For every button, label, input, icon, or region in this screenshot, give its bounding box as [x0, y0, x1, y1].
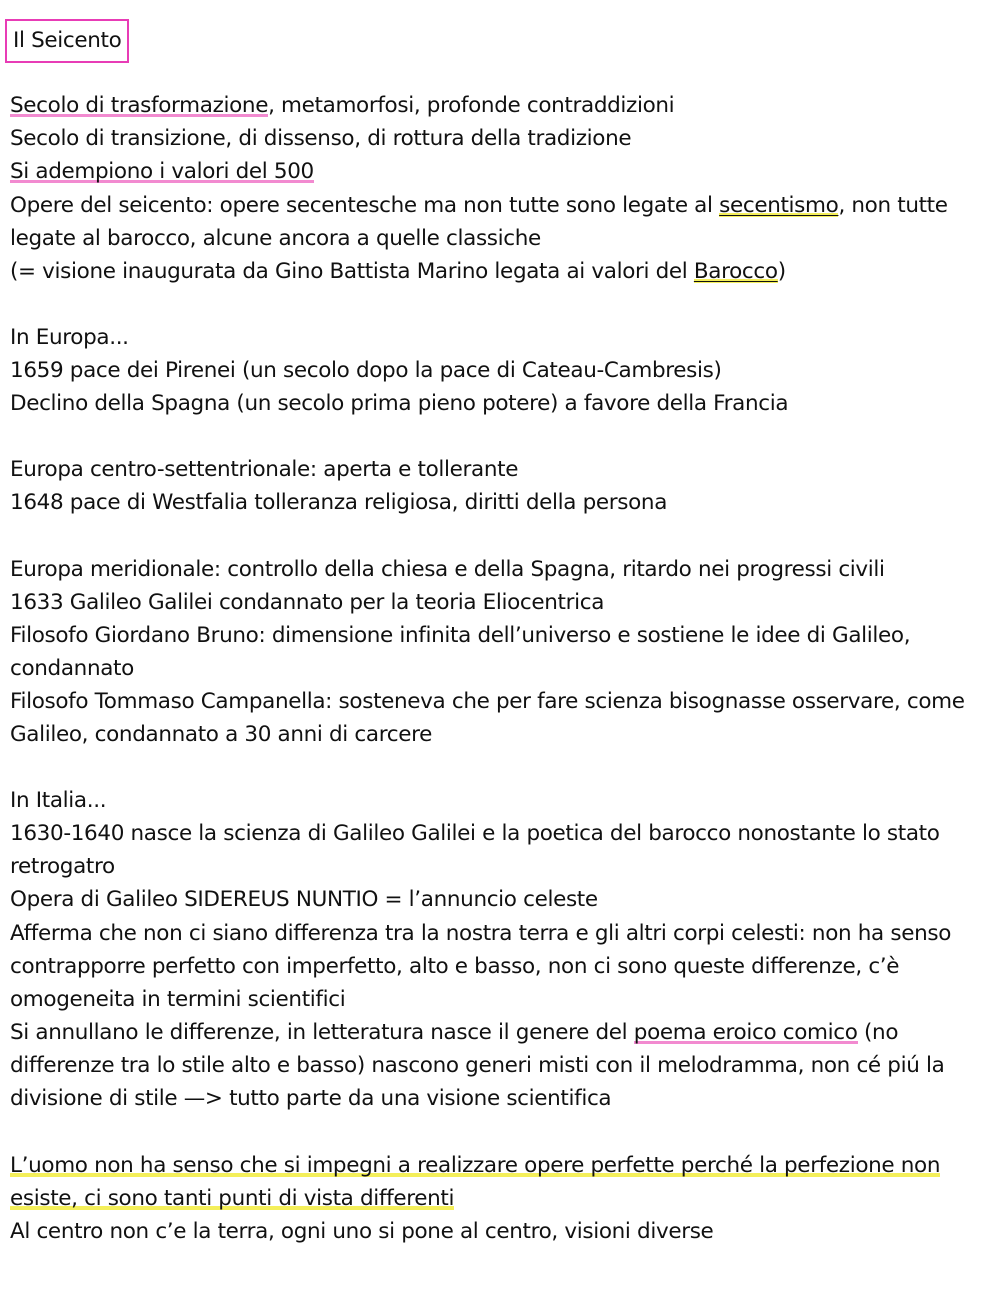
intro-line-1	[10, 89, 674, 122]
meridionale-line-5: Filosofo Tommaso Campanella: sosteneva che per fare scienza bisognasse osservare, come	[10, 689, 965, 714]
highlight-poema-eroico-comico: poema eroico comico	[633, 1020, 858, 1045]
meridionale-line-3: Filosofo Giordano Bruno: dimensione infinita dell’universo e sostiene le idee di Galileo,	[10, 623, 911, 648]
intro-line-2: Secolo di transizione, di dissenso, di rottura della tradizione	[10, 126, 632, 151]
italia-line-1: 1630-1640 nasce la scienza di Galileo Galilei e la poetica del barocco nonostante lo stato	[10, 821, 940, 846]
intro-line-6	[10, 255, 786, 288]
europa-heading: In Europa...	[10, 325, 129, 350]
highlight-perfezione-1: L’uomo non ha senso che si impegni a realizzare opere perfette perché la perfezione non	[10, 1153, 941, 1178]
finale-line-1	[10, 1149, 940, 1182]
meridionale-line-1: Europa meridionale: controllo della chiesa e della Spagna, ritardo nei progressi civili	[10, 557, 885, 582]
intro-line-6-end: )	[777, 259, 786, 284]
italia-line-4: Afferma che non ci siano differenza tra la nostra terra e gli altri corpi celesti: non ha senso	[10, 921, 952, 946]
meridionale-line-4: condannato	[10, 656, 134, 681]
intro-line-6-start: (= visione inaugurata da Gino Battista Marino legata ai valori del	[10, 259, 694, 284]
italia-line-5: contrapporre perfetto con imperfetto, alto e basso, non ci sono queste differenze, c’è	[10, 954, 900, 979]
intro-line-4-end: , non tutte	[838, 193, 948, 218]
page-title	[5, 19, 129, 63]
intro-line-5: legate al barocco, alcune ancora a quelle classiche	[10, 226, 541, 251]
europa-line-2: Declino della Spagna (un secolo prima pieno potere) a favore della Francia	[10, 391, 789, 416]
italia-line-3: Opera di Galileo SIDEREUS NUNTIO = l’annuncio celeste	[10, 887, 598, 912]
highlight-valori-500: Si adempiono i valori del 500	[10, 159, 314, 184]
meridionale-line-6: Galileo, condannato a 30 anni di carcere	[10, 722, 432, 747]
italia-line-7-start: Si annullano le differenze, in letteratura nasce il genere del	[10, 1020, 634, 1045]
italia-line-7	[10, 1016, 898, 1049]
intro-line-4	[10, 189, 948, 222]
centro-nord-line-2: 1648 pace di Westfalia tolleranza religiosa, diritti della persona	[10, 490, 668, 515]
italia-line-6: omogeneita in termini scientifici	[10, 987, 346, 1012]
intro-line-1-rest: , metamorfosi, profonde contraddizioni	[268, 93, 675, 118]
italia-line-7-end: (no	[857, 1020, 899, 1045]
centro-nord-line-1: Europa centro-settentrionale: aperta e tollerante	[10, 457, 519, 482]
finale-line-3: Al centro non c’e la terra, ogni uno si pone al centro, visioni diverse	[10, 1219, 714, 1244]
page-title-text: Il Seicento	[13, 28, 122, 53]
meridionale-line-2: 1633 Galileo Galilei condannato per la teoria Eliocentrica	[10, 590, 605, 615]
intro-line-4-start: Opere del seicento: opere secentesche ma non tutte sono legate al	[10, 193, 720, 218]
highlight-barocco: Barocco	[693, 259, 778, 284]
italia-line-2: retrogatro	[10, 854, 115, 879]
italia-line-9: divisione di stile —> tutto parte da una visione scientifica	[10, 1086, 612, 1111]
intro-line-3	[10, 155, 314, 188]
highlight-trasformazione: Secolo di trasformazione	[10, 93, 269, 118]
finale-line-2	[10, 1182, 454, 1215]
highlight-secentismo: secentismo	[719, 193, 839, 218]
italia-line-8: differenze tra lo stile alto e basso) nascono generi misti con il melodramma, non cé piú la	[10, 1053, 945, 1078]
europa-line-1: 1659 pace dei Pirenei (un secolo dopo la pace di Cateau-Cambresis)	[10, 358, 722, 383]
italia-heading: In Italia...	[10, 788, 107, 813]
highlight-perfezione-2: esiste, ci sono tanti punti di vista differenti	[10, 1186, 455, 1211]
